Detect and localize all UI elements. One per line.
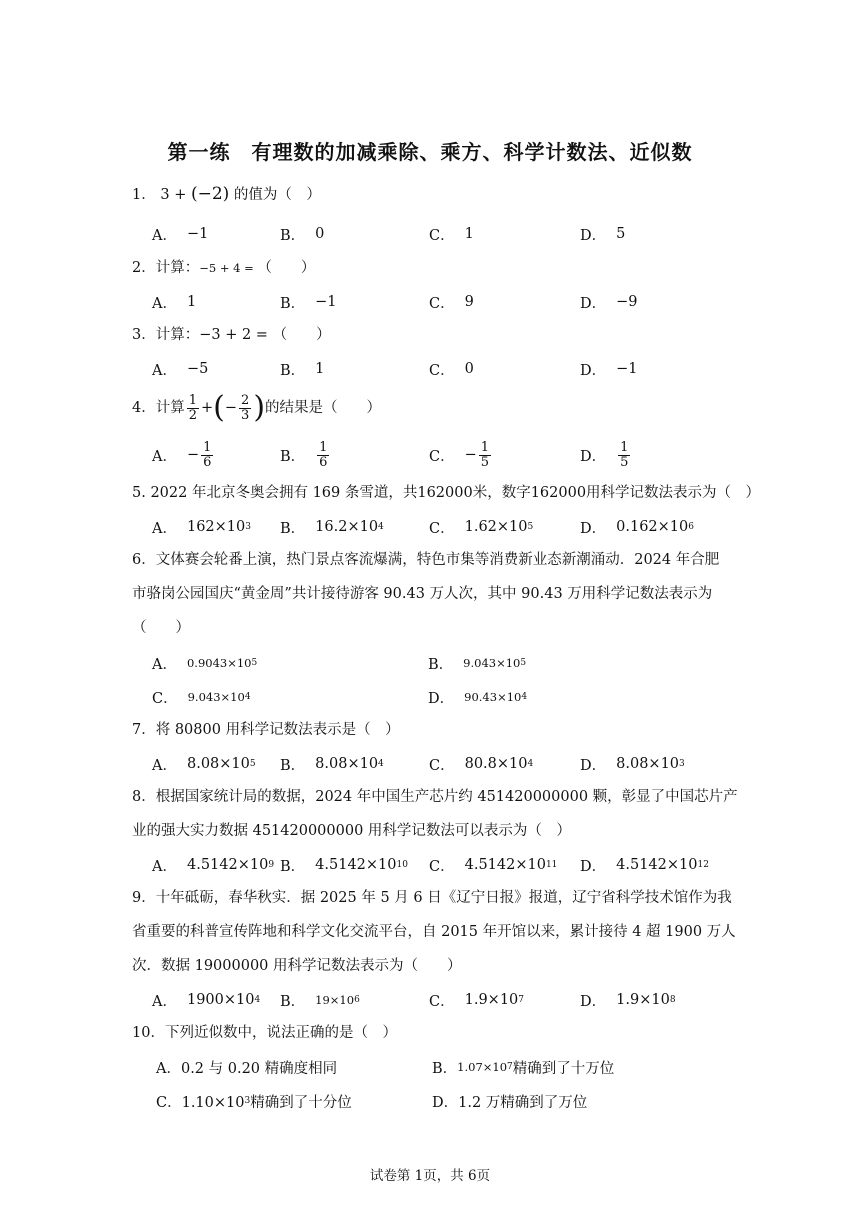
question-9-line-1: 9．十年砥砺，春华秋实．据 2025 年 5 月 6 日《辽宁日报》报道，辽宁省科学技术馆作为我 bbox=[132, 890, 732, 906]
plus-sign: + bbox=[201, 400, 214, 416]
option-c[interactable]: C． 0 bbox=[429, 361, 474, 379]
option-c[interactable]: C． 1.62×10 5 bbox=[429, 519, 534, 537]
expression-operator: + bbox=[174, 187, 187, 203]
option-b[interactable]: B． 1 bbox=[280, 361, 325, 379]
option-b[interactable]: B． −1 bbox=[280, 294, 337, 312]
options-q4 bbox=[152, 437, 752, 473]
option-a[interactable]: A． 162×10 3 bbox=[152, 519, 251, 537]
option-d[interactable]: D． −9 bbox=[580, 294, 638, 312]
question-number: 2． bbox=[132, 260, 156, 276]
question-text: 计算： bbox=[155, 260, 200, 276]
question-4 bbox=[132, 392, 381, 426]
option-a[interactable]: A． 1 bbox=[152, 294, 197, 312]
question-6-line-3: （ ） bbox=[132, 620, 190, 636]
option-b[interactable]: B． $\frac{1}{6}$ bbox=[280, 439, 328, 470]
options-q7 bbox=[152, 749, 752, 779]
option-a[interactable]: A．0.2 与 0.20 精确度相同 bbox=[156, 1060, 338, 1077]
question-text: 计算：−3 + 2 = bbox=[155, 327, 273, 343]
options-q1 bbox=[152, 219, 752, 249]
option-d[interactable]: D． $\frac{1}{5}$ bbox=[580, 439, 629, 470]
question-8-line-2: 业的强大实力数据 451420000000 用科学记数法可以表示为（ ） bbox=[132, 823, 571, 839]
option-d[interactable]: D． 5 bbox=[580, 226, 626, 244]
option-d[interactable]: D．1.2 万精确到了万位 bbox=[432, 1094, 588, 1111]
option-a[interactable]: A． −5 bbox=[152, 361, 209, 379]
option-d[interactable]: D． −1 bbox=[580, 361, 638, 379]
option-b[interactable]: B． 0 bbox=[280, 226, 325, 244]
options-q6-row-2 bbox=[152, 682, 752, 712]
question-tail: （ ） bbox=[257, 260, 316, 276]
option-c[interactable]: C．1.10×10 3 精确到了十分位 bbox=[156, 1094, 352, 1111]
question-6-line-2: 市骆岗公园国庆“黄金周”共计接待游客 90.43 万人次，其中 90.43 万用科学记数法表示为 bbox=[132, 586, 713, 602]
option-c[interactable]: C． 80.8×10 4 bbox=[429, 756, 534, 774]
options-q8 bbox=[152, 850, 752, 880]
question-6-line-1: 6．文体赛会轮番上演，热门景点客流爆满，特色市集等消费新业态新潮涌动．2024 年合肥 bbox=[132, 552, 720, 568]
question-8-line-1: 8．根据国家统计局的数据，2024 年中国生产芯片约 451420000000 颗，彰显了中国芯片产 bbox=[132, 789, 738, 805]
question-tail: 的结果是（ ） bbox=[265, 400, 382, 416]
option-d[interactable]: D． 4.5142×10 12 bbox=[580, 857, 709, 875]
question-9-line-2: 省重要的科普宣传阵地和科学文化交流平台，自 2015 年开馆以来，累计接待 4 超 1900 万人 bbox=[132, 924, 736, 940]
question-5: 5. 2022 年北京冬奥会拥有 169 条雪道，共162000米，数字162000用科学记数法表示为（ ） bbox=[132, 485, 761, 501]
option-c[interactable]: C． 9.043×10 4 bbox=[152, 690, 251, 707]
options-q10-row-1 bbox=[156, 1052, 756, 1082]
question-10: 10．下列近似数中，说法正确的是（ ） bbox=[132, 1025, 397, 1041]
option-a[interactable]: A． −1 bbox=[152, 226, 209, 244]
option-d[interactable]: D． 8.08×10 3 bbox=[580, 756, 685, 774]
option-a[interactable]: A． 4.5142×10 9 bbox=[152, 857, 275, 875]
option-b[interactable]: B． 16.2×10 4 bbox=[280, 519, 384, 537]
question-9-line-3: 次．数据 19000000 用科学记数法表示为（ ） bbox=[132, 958, 462, 974]
option-a[interactable]: A． − $\frac{1}{6}$ bbox=[152, 439, 212, 470]
options-q2 bbox=[152, 287, 752, 317]
expression-part: 3 bbox=[160, 187, 170, 203]
options-q3 bbox=[152, 354, 752, 384]
option-d[interactable]: D． 90.43×10 4 bbox=[428, 690, 528, 707]
question-1 bbox=[132, 184, 321, 205]
option-d[interactable]: D． 0.162×10 6 bbox=[580, 519, 694, 537]
option-a[interactable]: A． 1900×10 4 bbox=[152, 992, 261, 1010]
option-b[interactable]: B． 1.07×10 7 精确到了十万位 bbox=[432, 1060, 615, 1077]
fraction: $\frac{1}{2}$ bbox=[188, 392, 198, 423]
question-tail: 的值为（ ） bbox=[233, 187, 321, 203]
options-q5 bbox=[152, 512, 752, 542]
option-c[interactable]: C． 1.9×10 7 bbox=[429, 992, 525, 1010]
question-7: 7．将 80800 用科学记数法表示是（ ） bbox=[132, 722, 400, 738]
option-b[interactable]: B． 8.08×10 4 bbox=[280, 756, 384, 774]
options-q9 bbox=[152, 985, 752, 1015]
question-number: 4． bbox=[132, 400, 156, 416]
expression-paren: (−2) bbox=[190, 184, 230, 204]
option-a[interactable]: A． 0.9043×10 5 bbox=[152, 656, 258, 673]
left-paren: ( bbox=[213, 390, 225, 425]
minus-sign: − bbox=[224, 400, 238, 416]
options-q10-row-2 bbox=[156, 1086, 756, 1116]
question-number: 1． bbox=[132, 187, 156, 203]
option-d[interactable]: D． 1.9×10 8 bbox=[580, 992, 676, 1010]
question-tail: （ ） bbox=[272, 327, 331, 343]
question-text: 计算 bbox=[155, 400, 185, 416]
question-2 bbox=[132, 258, 315, 278]
options-q6-row-1 bbox=[152, 648, 752, 678]
option-b[interactable]: B． 9.043×10 5 bbox=[428, 656, 527, 673]
option-c[interactable]: C． 1 bbox=[429, 226, 474, 244]
question-3 bbox=[132, 325, 331, 345]
option-b[interactable]: B． 4.5142×10 10 bbox=[280, 857, 408, 875]
expression: −5 + 4 = bbox=[199, 261, 258, 275]
option-a[interactable]: A． 8.08×10 5 bbox=[152, 756, 256, 774]
page-title: 第一练 有理数的加减乘除、乘方、科学计数法、近似数 bbox=[167, 140, 693, 164]
page-footer: 试卷第 1页，共 6页 bbox=[369, 1168, 491, 1184]
fraction: $\frac{2}{3}$ bbox=[241, 392, 250, 423]
option-b[interactable]: B． 19×10 6 bbox=[280, 993, 360, 1010]
option-c[interactable]: C． − $\frac{1}{5}$ bbox=[429, 439, 490, 470]
question-number: 3． bbox=[132, 327, 156, 343]
option-c[interactable]: C． 9 bbox=[429, 294, 474, 312]
right-paren: ) bbox=[253, 390, 266, 425]
option-c[interactable]: C． 4.5142×10 11 bbox=[429, 857, 558, 875]
